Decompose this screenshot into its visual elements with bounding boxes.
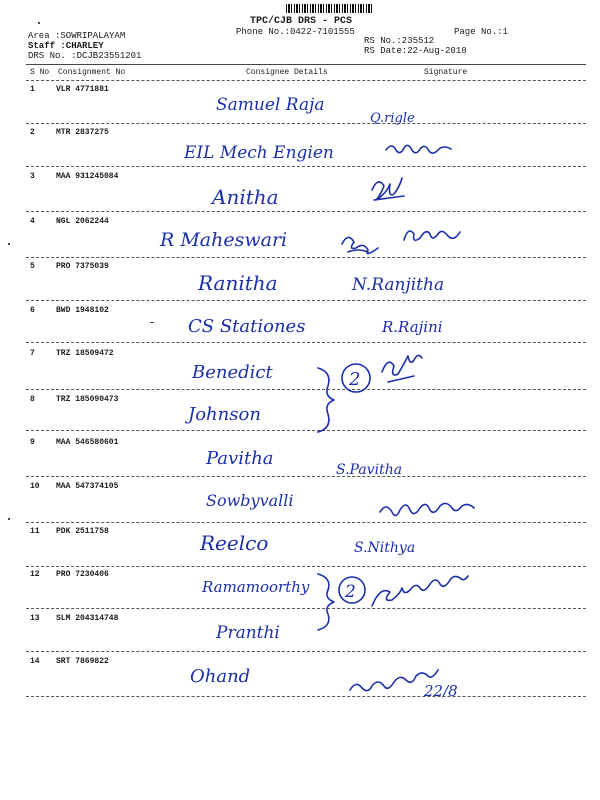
drs-number: DRS No. :DCJB23551201 [28,51,142,61]
consignee-handwriting: Pavitha [206,448,274,469]
row-consignment: MAA 547374105 [56,482,119,491]
page-number: Page No.:1 [454,27,509,37]
signature-scribble [380,503,474,515]
signature-scribble [372,576,468,606]
row-sno: 14 [30,657,40,666]
signature-handwriting: N.Ranjitha [352,275,445,295]
row-sno: 3 [30,172,35,181]
col-consignee: Consignee Details [246,68,328,77]
consignee-handwriting: Ramamoorthy [202,578,310,596]
grouping-brace [318,368,334,432]
consignee-handwriting: Pranthi [216,623,280,643]
row-consignment: PDK 2511758 [56,527,109,536]
area-label: Area :SOWRIPALAYAM [28,31,126,41]
signature-handwriting: R.Rajini [382,318,443,336]
signature-handwriting: S.Nithya [354,540,416,556]
row-sno: 11 [30,527,40,536]
consignee-handwriting: Anitha [212,185,279,209]
col-sno: S No [30,68,50,77]
row-consignment: MAA 931245084 [56,172,119,181]
row-sno: 4 [30,217,35,226]
row-sno: 5 [30,262,35,271]
consignee-handwriting: Ohand [190,666,251,687]
consignee-handwriting: Ranitha [198,271,278,295]
row-sno: 2 [30,128,35,137]
grouped-count: 2 [345,582,356,602]
signature-scribble [372,178,404,200]
row-sno: 6 [30,306,35,315]
sheet-title: TPC/CJB DRS - PCS [250,16,353,27]
signature-scribble [342,231,460,253]
signature-scribble [386,145,451,153]
row-consignment: PRO 7375039 [56,262,109,271]
signature-scribble [382,355,422,382]
grouped-count: 2 [349,369,361,390]
row-consignment: MTR 2837275 [56,128,109,137]
row-sno: 12 [30,570,40,579]
row-consignment: TRZ 18509472 [56,349,114,358]
row-sno: 13 [30,614,40,623]
row-sno: 1 [30,85,35,94]
row-sno: 8 [30,395,35,404]
staff-label: Staff :CHARLEY [28,41,104,51]
row-consignment: BWD 1948102 [56,306,109,315]
col-consignment: Consignment No [58,68,126,77]
row-consignment: NGL 2062244 [56,217,109,226]
consignee-handwriting: R Maheswari [160,229,288,251]
consignee-handwriting: Reelco [200,531,269,555]
consignee-handwriting: Sowbyvalli [206,491,294,510]
row-sno: 10 [30,482,40,491]
row-consignment: VLR 4771881 [56,85,109,94]
consignee-handwriting: Johnson [188,404,261,425]
row-consignment: SRT 7869822 [56,657,109,666]
row-sno: 9 [30,438,35,447]
row-consignment: SLM 204314748 [56,614,119,623]
consignee-handwriting: EIL Mech Engien [184,143,334,163]
signature-handwriting: Q.rigle [370,111,415,126]
row-consignment: TRZ 185090473 [56,395,119,404]
consignee-handwriting: CS Stationes [188,316,306,337]
signature-handwriting: S.Pavitha [336,462,403,478]
consignee-handwriting: Benedict [192,362,273,383]
row-consignment: PRO 7230406 [56,570,109,579]
consignee-handwriting: Samuel Raja [216,95,325,115]
col-signature: Signature [424,68,468,77]
rs-date: RS Date:22-Aug-2018 [364,46,467,56]
row-sno: 7 [30,349,35,358]
grouping-brace [318,574,334,630]
date-note: 22/8 [424,682,458,700]
row-consignment: MAA 546580601 [56,438,119,447]
phone-number: Phone No.:0422-7101555 [236,27,355,37]
rs-number: RS No.:235512 [364,36,435,46]
